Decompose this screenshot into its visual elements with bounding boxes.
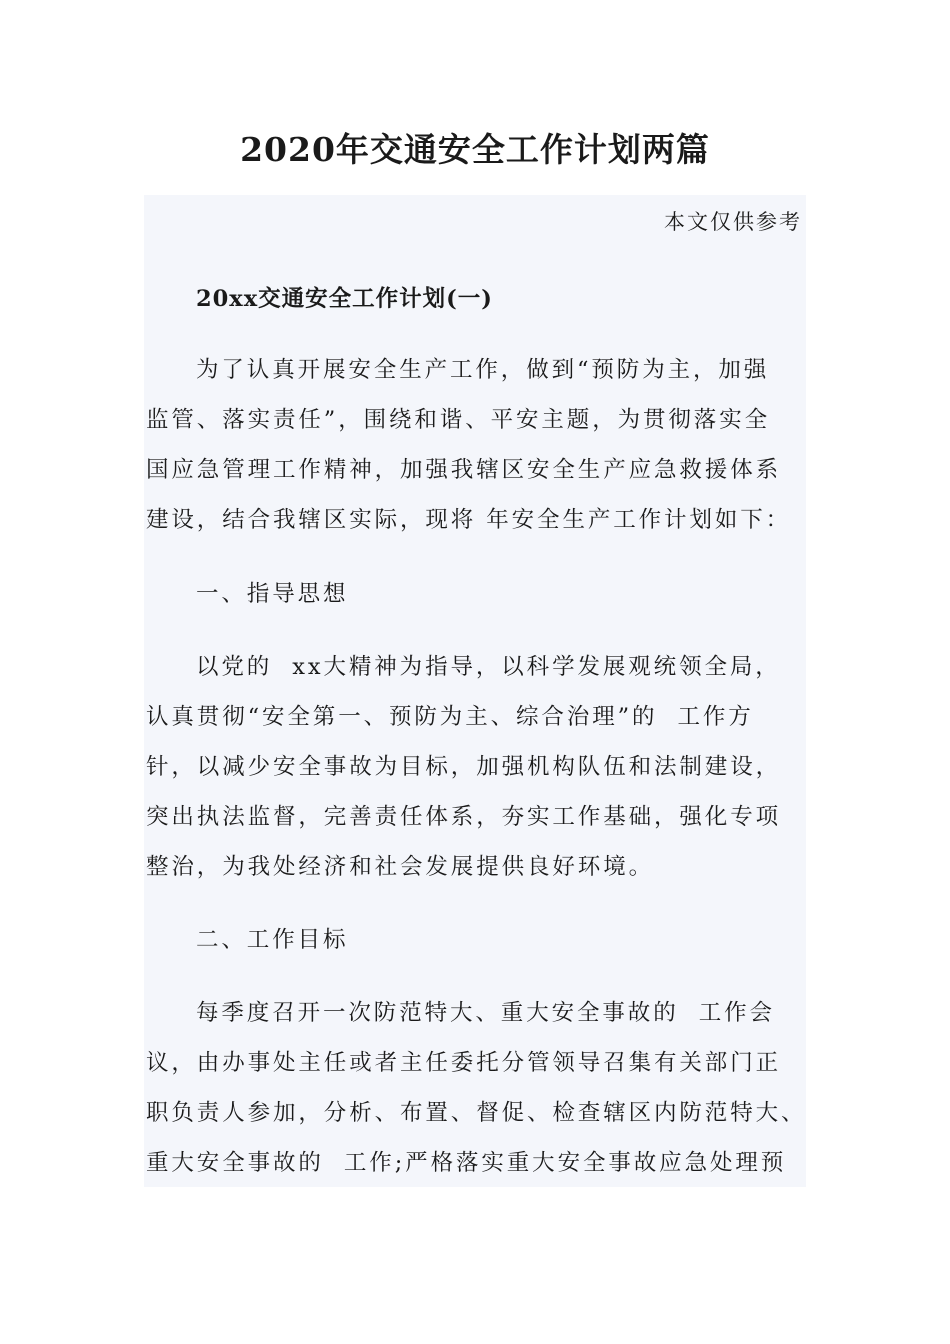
document-body	[144, 195, 806, 1187]
paragraph-line: 建设，结合我辖区实际，现将 年安全生产工作计划如下：	[146, 507, 792, 533]
document-title: 2020年交通安全工作计划两篇	[240, 130, 710, 169]
heading-guiding-ideology: 一、指导思想	[196, 581, 349, 607]
paragraph-line: 整治，为我处经济和社会发展提供良好环境。	[146, 854, 655, 880]
section-title: 20xx交通安全工作计划(一)	[196, 286, 493, 312]
paragraph-line: 为了认真开展安全生产工作，做到“预防为主，加强	[196, 357, 770, 383]
paragraph-line: 监管、落实责任”，围绕和谐、平安主题，为贯彻落实全	[146, 407, 771, 433]
paragraph-line: 国应急管理工作精神，加强我辖区安全生产应急救援体系	[146, 457, 782, 483]
paragraph-line: 重大安全事故的 工作;严格落实重大安全事故应急处理预	[146, 1150, 787, 1176]
paragraph-line: 认真贯彻“安全第一、预防为主、综合治理”的 工作方	[146, 704, 754, 730]
reference-note: 本文仅供参考	[664, 210, 802, 234]
paragraph-line: 职负责人参加，分析、布置、督促、检查辖区内防范特大、	[146, 1100, 807, 1126]
paragraph-line: 以党的 xx大精神为指导，以科学发展观统领全局，	[196, 654, 781, 680]
paragraph-line: 每季度召开一次防范特大、重大安全事故的 工作会	[196, 1000, 775, 1026]
paragraph-line: 议，由办事处主任或者主任委托分管领导召集有关部门正	[146, 1050, 782, 1076]
paragraph-line: 针，以减少安全事故为目标，加强机构队伍和法制建设，	[146, 754, 782, 780]
heading-work-goals: 二、工作目标	[196, 927, 349, 953]
paragraph-line: 突出执法监督，完善责任体系，夯实工作基础，强化专项	[146, 804, 782, 830]
